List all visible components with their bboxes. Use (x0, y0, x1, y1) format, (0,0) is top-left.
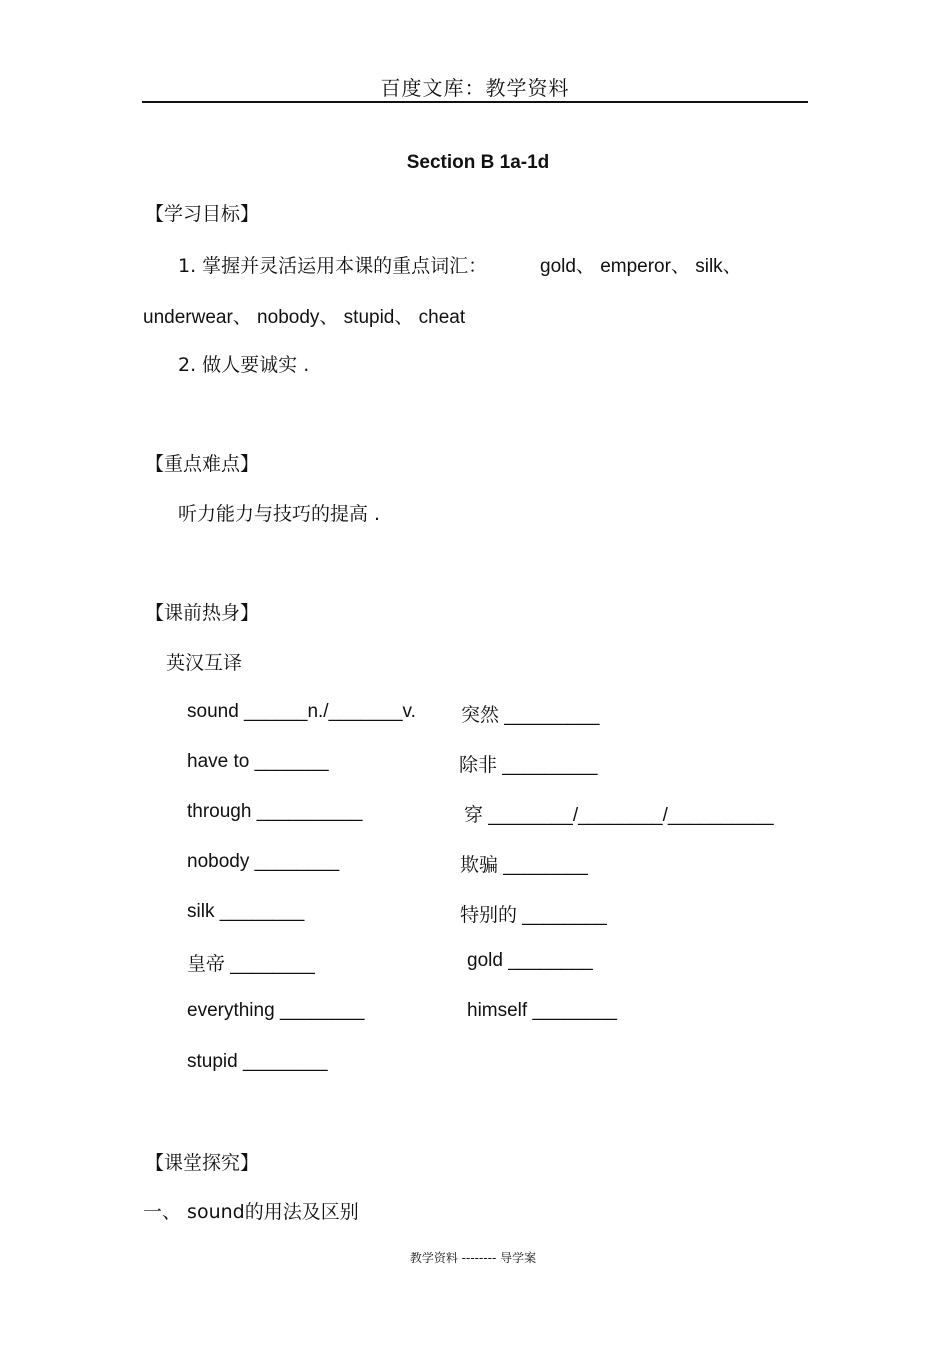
vocab-left-4: nobody ________ (187, 851, 340, 872)
page-header: 百度文库：教学资料 (380, 76, 570, 100)
vocab-left-2: have to _______ (187, 751, 329, 772)
vocab-left-1: sound ______n./_______v. (187, 701, 416, 722)
header-rule (142, 101, 808, 103)
objective-2: 2. 做人要诚实 . (178, 354, 310, 376)
vocab-right-6: gold ________ (467, 950, 593, 971)
vocab-right-5: 特别的 ________ (460, 905, 607, 926)
objective-1-words: gold、 emperor、 silk、 (540, 256, 742, 277)
vocab-left-8: stupid ________ (187, 1051, 328, 1072)
vocab-right-4: 欺骗 ________ (460, 855, 588, 876)
vocab-left-6: 皇帝 ________ (187, 954, 315, 975)
vocab-right-7: himself ________ (467, 1000, 617, 1021)
classroom-item-1: 一、 sound的用法及区别 (143, 1201, 359, 1223)
objective-1-prefix: 1. 掌握并灵活运用本课的重点词汇： (178, 255, 488, 277)
page-footer: 教学资料 -------- 导学案 (409, 1251, 537, 1265)
key-points-heading: 【重点难点】 (145, 453, 260, 475)
key-points-text: 听力能力与技巧的提高 . (178, 503, 381, 525)
objectives-heading: 【学习目标】 (145, 203, 260, 225)
vocab-left-5: silk ________ (187, 901, 305, 922)
vocab-right-2: 除非 _________ (459, 755, 598, 776)
vocab-right-1: 突然 _________ (461, 705, 600, 726)
classroom-heading: 【课堂探究】 (145, 1152, 260, 1174)
page-title: Section B 1a-1d (406, 152, 550, 173)
vocab-right-3: 穿 ________/________/__________ (464, 805, 774, 826)
vocab-left-3: through __________ (187, 801, 363, 822)
warmup-subheading: 英汉互译 (166, 652, 243, 674)
warmup-heading: 【课前热身】 (145, 602, 260, 624)
objective-1-words-cont: underwear、 nobody、 stupid、 cheat (143, 307, 466, 328)
vocab-left-7: everything ________ (187, 1000, 365, 1021)
